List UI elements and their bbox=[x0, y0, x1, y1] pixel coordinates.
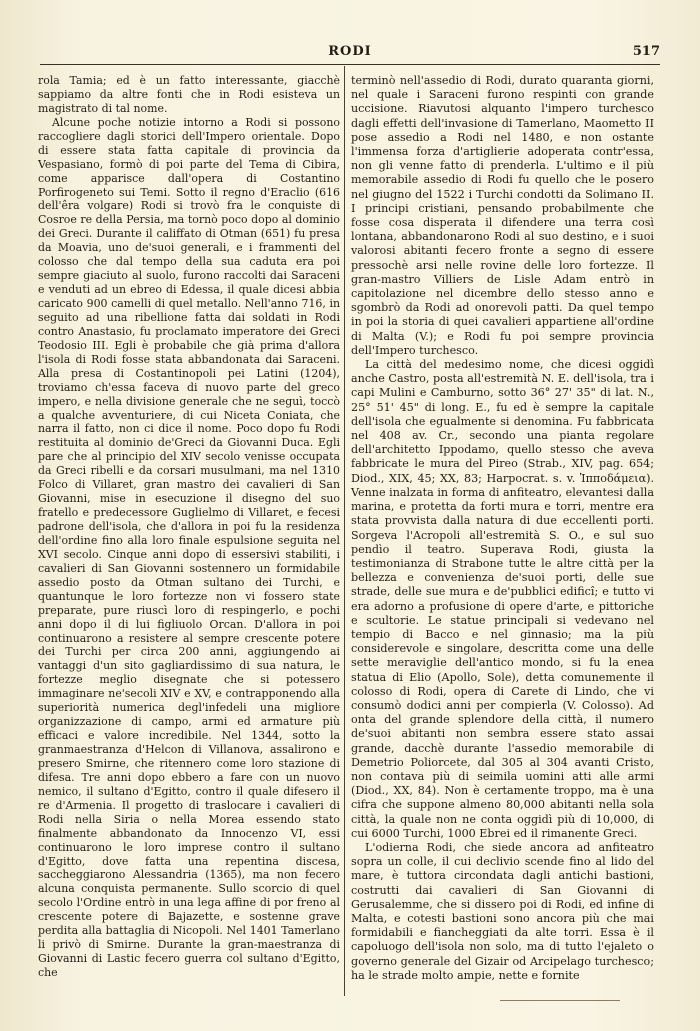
header-rule bbox=[40, 64, 660, 65]
paragraph: rola Tamia; ed è un fatto interessante, giacchè sappiamo da altre fonti che in Rodi esisteva un magistrato di tal nome. bbox=[38, 74, 340, 115]
right-column bbox=[351, 74, 654, 983]
column-divider bbox=[344, 66, 345, 996]
page-number: 517 bbox=[632, 44, 660, 59]
running-head: RODI bbox=[328, 44, 372, 59]
paragraph: La città del medesimo nome, che dicesi oggidì anche Castro, posta all'estremità N. E. dell'isola, tra i capi Mulini e Camburno, sotto 36° 27' 35" di lat. N., 25° 51' 45" di long. E., fu ed è sempre la capitale dell'isola che egualmente si denomina. Fu fabbricata nel 408 av. Cr., secondo una pianta regolare dell'architetto Ippodamo, quello stesso che aveva fabbricate le mura del Pireo (Strab., XIV, pag. 654; Diod., XIX, 45; XX, 83; Harpocrat. s. v. Ἱπποδάμεια). Venne inalzata in forma di anfiteatro, elevantesi dalla marina, e protetta da forti mura e torri, mentre era stata provvista dalla natura di due eccellenti porti. Sorgeva l'Acropoli all'estremità S. O., e sul suo pendìo il teatro. Superava Rodi, giusta la testimonianza di Strabone tutte le altre città per la bellezza e convenienza de'suoi porti, delle sue strade, delle sue mura e de'pubblici edificî; e tutto vi era adorno a profusione di opere d'arte, e pittoriche e scultorie. Le statue principali si vedevano nel tempio di Bacco e nel ginnasio; ma la più considerevole e singolare, descritta come una delle sette meraviglie dell'antico mondo, si fu la enea statua di Elio (Apollo, Sole), detta comunemente il colosso di Rodi, opera di Carete di Lindo, che vi consumò dodici anni per compierla (V. Colosso). Ad onta del grande splendore della città, il numero de'suoi abitanti non sembra essere stato assai grande, dacchè durante l'assedio memorabile di Demetrio Poliorcete, dal 305 al 304 avanti Cristo, non contava più di seimila uomini atti alle armi (Diod., XX, 84). Non è certamente troppo, ma è una cifra che suppone almeno 80,000 abitanti nella sola città, la quale non ne conta oggidì più di 10,000, di cui 6000 Turchi, 1000 Ebrei ed il rimanente Greci. bbox=[351, 358, 654, 840]
paragraph: terminò nell'assedio di Rodi, durato quaranta giorni, nel quale i Saraceni furono respinti con grande uccisione. Riavutosi alquanto l'impero turchesco dagli effetti dell'invasione di Tamerlano, Maometto II pose assedio a Rodi nel 1480, e non ostante l'immensa forza d'artiglierie adoperata contr'essa, non gli venne fatto di prenderla. L'ultimo e il più memorabile assedio di Rodi fu quello che le posero nel giugno del 1522 i Turchi condotti da Solimano II. I principi cristiani, pensando probabilmente che fosse cosa disperata il difendere una terra così lontana, abbandonarono Rodi al suo destino, e i suoi valorosi abitanti fecero fronte a segno di essere pressochè arsi nelle rovine delle loro fortezze. Il gran-mastro Villiers de Lisle Adam entrò in capitolazione nel dicembre dello stesso anno e sgombrò da Rodi ad onorevoli patti. Da quel tempo in poi la storia di quei cavalieri appartiene all'ordine di Malta (V.); e Rodi fu poi sempre provincia dell'Impero turchesco. bbox=[351, 74, 654, 357]
left-column bbox=[38, 74, 340, 980]
page-header bbox=[40, 44, 660, 64]
paragraph: L'odierna Rodi, che siede ancora ad anfiteatro sopra un colle, il cui declivio scende fino al lido del mare, è tuttora circondata dagli antichi bastioni, costrutti dai cavalieri di San Giovanni di Gerusalemme, che si dissero poi di Rodi, ed infine di Malta, e cotesti bastioni sono ancora più che mai formidabili e fiancheggiati da alte torri. Essa è il capoluogo dell'isola non solo, ma di tutto l'ejaleto o governo generale del Gizair od Arcipelago turchesco; ha le strade molto ampie, nette e fornite bbox=[351, 840, 654, 982]
paragraph: Alcune poche notizie intorno a Rodi si possono raccogliere dagli storici dell'Impero orientale. Dopo di essere stata fatta capitale di provincia da Vespasiano, formò di poi parte del Tema di Cibira, come apparisce dall'opera di Costantino Porfirogeneto sui Temi. Sotto il regno d'Eraclio (616 dell'êra volgare) Rodi si trovò fra le conquiste di Cosroe re della Persia, ma tornò poco dopo al dominio dei Greci. Durante il califfato di Otman (651) fu presa da Moavia, uno de'suoi generali, e i frammenti del colosso che dal tempo della sua caduta era poi sempre giaciuto al suolo, furono raccolti dai Saraceni e venduti ad un ebreo di Edessa, il quale dicesi abbia caricato 900 camelli di quel metallo. Nell'anno 716, in seguito ad una ribellione fatta dai soldati in Rodi contro Anastasio, fu proclamato imperatore dei Greci Teodosio III. Egli è probabile che già prima d'allora l'isola di Rodi fosse stata abbandonata dai Saraceni. Alla presa di Costantinopoli pei Latini (1204), troviamo ch'essa faceva di nuovo parte del greco impero, e nella divisione generale che ne seguì, toccò a qualche avventuriere, di cui Niceta Coniata, che narra il fatto, non ci dice il nome. Poco dopo fu Rodi restituita al dominio de'Greci da Giovanni Duca. Egli pare che al principio del XIV secolo venisse occupata da Greci ribelli e da corsari musulmani, ma nel 1310 Folco di Villaret, gran mastro dei cavalieri di San Giovanni, mise in esecuzione il disegno del suo fratello e predecessore Guglielmo di Villaret, e fecesi padrone dell'isola, che d'allora in poi fu la residenza dell'ordine fino alla loro finale espulsione seguita nel XVI secolo. Cinque anni dopo di essersivi stabiliti, i cavalieri di San Giovanni sostennero un formidabile assedio posto da Otman sultano dei Turchi, e quantunque le loro fortezze non vi fossero state preparate, pure riuscì loro di respingerlo, e pochi anni dopo il di lui figliuolo Orcan. D'allora in poi continuarono a resistere al sempre crescente potere dei Turchi per circa 200 anni, aggiungendo ai vantaggi d'un sito gagliardissimo di sua natura, le fortezze meglio disegnate che si potessero immaginare ne'secoli XIV e XV, e contrapponendo alla superiorità numerica degl'infedeli una migliore organizzazione di campo, armi ed armature più efficaci e valore incredibile. Nel 1344, sotto la granmaestranza d'Helcon di Villanova, assalirono e presero Smirne, che ritennero come loro stazione di difesa. Tre anni dopo ebbero a fare con un nuovo nemico, il sultano d'Egitto, contro il quale difesero il re d'Armenia. Il progetto di traslocare i cavalieri di Rodi nella Siria o nella Morea essendo stato finalmente abbandonato da Innocenzo VI, essi continuarono le loro imprese contro il sultano d'Egitto, dove fatta una repentina discesa, saccheggiarono Alessandria (1365), ma non fecero alcuna conquista permanente. Sullo scorcio di quel secolo l'Ordine entrò in una lega affine di por freno al crescente potere di Bajazette, e sostenne grave perdita alla battaglia di Nicopoli. Nel 1401 Tamerlano li privò di Smirne. Durante la gran-maestranza di Giovanni di Lastic fecero guerra col sultano d'Egitto, che bbox=[38, 115, 340, 979]
footer-rule bbox=[500, 1000, 620, 1001]
